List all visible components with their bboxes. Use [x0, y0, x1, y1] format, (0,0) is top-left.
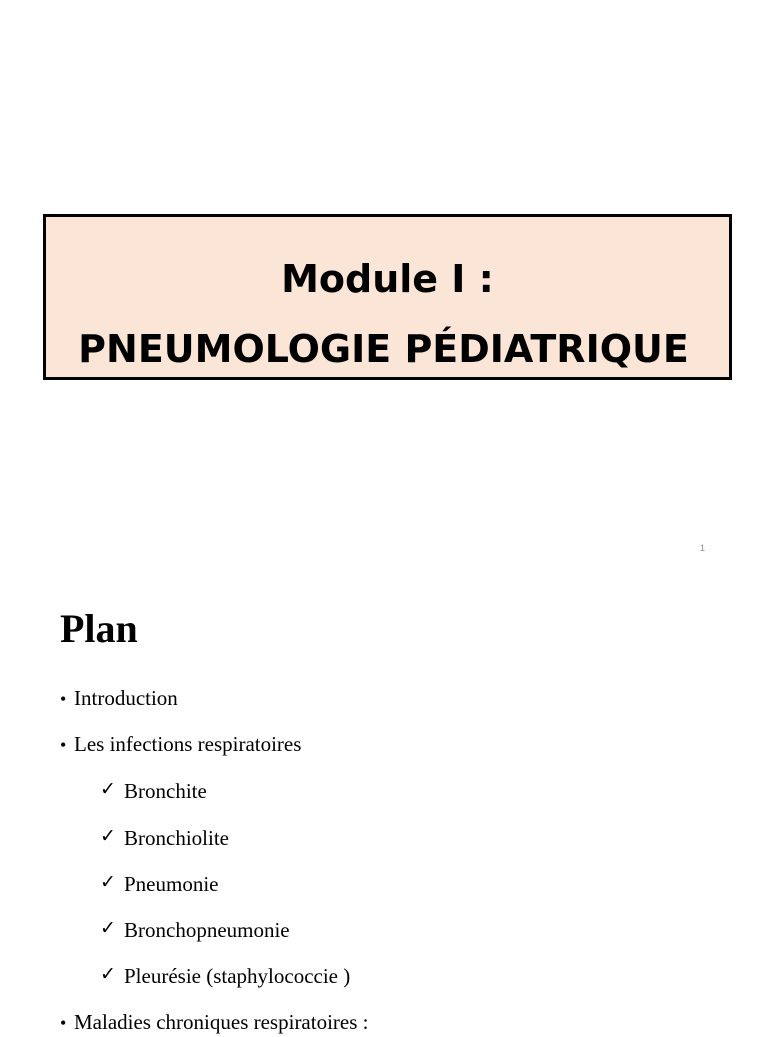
list-item-text: Pleurésie (staphylococcie ): [124, 964, 351, 988]
checkmark-icon: ✓: [100, 826, 116, 847]
list-item: [100, 961, 350, 990]
checkmark-icon: ✓: [100, 779, 116, 800]
list-item: [100, 915, 290, 944]
slide-number: 1: [700, 543, 706, 553]
list-item-text: Bronchite: [124, 779, 207, 803]
list-item: [100, 869, 219, 898]
checkmark-icon: ✓: [100, 918, 116, 939]
bullet-icon: •: [60, 1013, 67, 1033]
list-item-text: Introduction: [74, 686, 178, 710]
list-item: [100, 823, 229, 852]
title-box: [43, 214, 732, 380]
list-item: [60, 730, 301, 759]
list-item-text: Bronchopneumonie: [124, 918, 290, 942]
list-item-text: Les infections respiratoires: [74, 732, 302, 756]
module-title: Module I :: [281, 257, 494, 301]
plan-slide: [0, 576, 768, 1034]
plan-heading: Plan: [60, 606, 138, 651]
list-item-text: Maladies chroniques respiratoires :: [74, 1010, 369, 1034]
bullet-icon: •: [60, 689, 67, 709]
module-subtitle: PNEUMOLOGIE PÉDIATRIQUE: [78, 327, 689, 371]
list-item-text: Bronchiolite: [124, 826, 229, 850]
list-item: [60, 1008, 369, 1037]
checkmark-icon: ✓: [100, 964, 116, 985]
list-item-text: Pneumonie: [124, 872, 219, 896]
list-item: [60, 684, 178, 713]
bullet-icon: •: [60, 735, 67, 755]
checkmark-icon: ✓: [100, 872, 116, 893]
list-item: [100, 776, 207, 805]
